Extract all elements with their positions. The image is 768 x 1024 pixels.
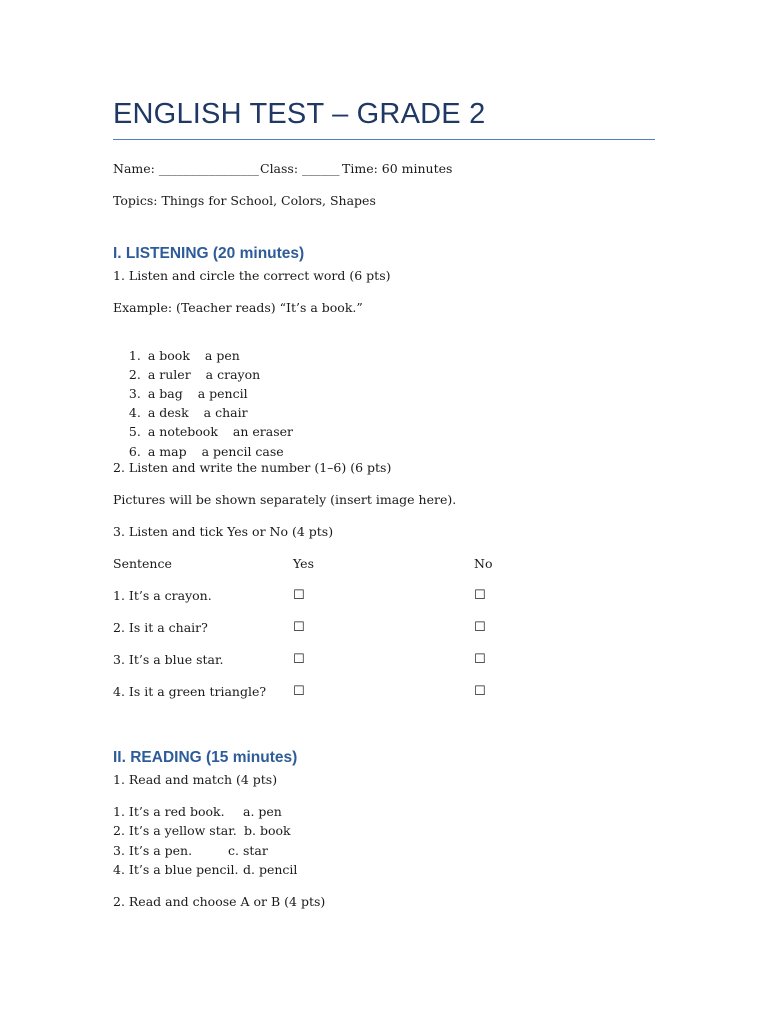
option-a: a bag xyxy=(147,386,183,401)
row-sentence: 1. It’s a crayon. xyxy=(113,588,212,603)
item-number: 5. xyxy=(128,424,141,439)
reading-heading: II. READING (15 minutes) xyxy=(113,749,298,766)
time-field: Time: 60 minutes xyxy=(342,161,453,176)
match-sentence: 1. It’s a red book. xyxy=(113,804,225,819)
match-option: a. pen xyxy=(243,804,282,819)
match-option: d. pencil xyxy=(243,862,298,877)
table-header-sentence: Sentence xyxy=(113,556,172,571)
item-number: 4. xyxy=(128,405,141,420)
match-option: c. star xyxy=(228,843,268,858)
option-a: a desk xyxy=(147,405,189,420)
option-b: an eraser xyxy=(232,424,293,439)
class-field: Class: ______ xyxy=(260,161,340,176)
yes-checkbox[interactable]: ☐ xyxy=(293,620,305,635)
row-sentence: 3. It’s a blue star. xyxy=(113,652,224,667)
option-b: a pencil case xyxy=(201,444,284,459)
item-number: 2. xyxy=(128,367,141,382)
option-a: a map xyxy=(147,444,187,459)
table-header-no: No xyxy=(474,556,493,571)
no-checkbox[interactable]: ☐ xyxy=(474,684,486,699)
listening-q3-instruction: 3. Listen and tick Yes or No (4 pts) xyxy=(113,524,334,539)
option-b: a pen xyxy=(204,348,240,363)
yes-checkbox[interactable]: ☐ xyxy=(293,652,305,667)
no-checkbox[interactable]: ☐ xyxy=(474,620,486,635)
match-sentence: 3. It’s a pen. xyxy=(113,843,193,858)
test-title: ENGLISH TEST – GRADE 2 xyxy=(113,98,486,130)
option-b: a chair xyxy=(203,405,248,420)
option-b: a pencil xyxy=(197,386,248,401)
option-a: a ruler xyxy=(147,367,191,382)
option-a: a book xyxy=(147,348,190,363)
listening-q2-note: Pictures will be shown separately (insert image here). xyxy=(113,492,457,507)
match-sentence: 4. It’s a blue pencil. xyxy=(113,862,239,877)
table-header-yes: Yes xyxy=(293,556,314,571)
yes-checkbox[interactable]: ☐ xyxy=(293,588,305,603)
match-option: b. book xyxy=(244,823,291,838)
item-number: 3. xyxy=(128,386,141,401)
listening-q1-example: Example: (Teacher reads) “It’s a book.” xyxy=(113,300,363,315)
topics-line: Topics: Things for School, Colors, Shapes xyxy=(113,193,376,208)
item-number: 6. xyxy=(128,444,141,459)
title-underline xyxy=(113,139,655,140)
yes-checkbox[interactable]: ☐ xyxy=(293,684,305,699)
reading-q1-instruction: 1. Read and match (4 pts) xyxy=(113,772,278,787)
no-checkbox[interactable]: ☐ xyxy=(474,652,486,667)
listening-q2-instruction: 2. Listen and write the number (1–6) (6 pts) xyxy=(113,460,392,475)
listening-heading: I. LISTENING (20 minutes) xyxy=(113,245,305,262)
match-sentence: 2. It’s a yellow star. xyxy=(113,823,237,838)
no-checkbox[interactable]: ☐ xyxy=(474,588,486,603)
listening-q1-instruction: 1. Listen and circle the correct word (6 pts) xyxy=(113,268,391,283)
row-sentence: 4. Is it a green triangle? xyxy=(113,684,267,699)
name-field: Name: ________________ xyxy=(113,161,259,176)
option-b: a crayon xyxy=(205,367,261,382)
option-a: a notebook xyxy=(147,424,218,439)
reading-q2-instruction: 2. Read and choose A or B (4 pts) xyxy=(113,894,326,909)
row-sentence: 2. Is it a chair? xyxy=(113,620,208,635)
item-number: 1. xyxy=(128,348,141,363)
